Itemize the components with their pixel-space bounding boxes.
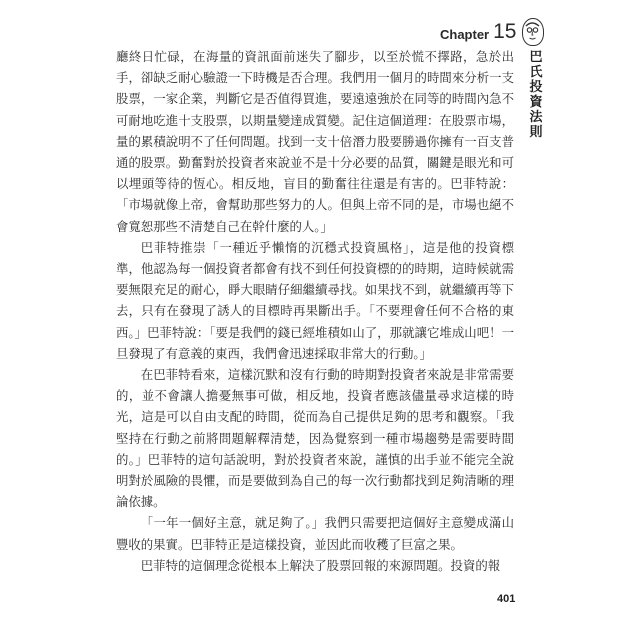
body-text bbox=[116, 46, 514, 576]
paragraph: 「一年一個好主意，就足夠了。」我們只需要把這個好主意變成滿山豐收的果實。巴菲特正是這樣投資，並因此而收穫了巨富之果。 bbox=[116, 515, 514, 552]
paragraph: 廳終日忙碌，在海量的資訊面前迷失了腳步，以至於慌不擇路，急於出手，卻缺乏耐心驗證一下時機是否合理。我們用一個月的時間來分析一支股票，一家企業，判斷它是否值得買進，要遠遠強於在同等的時間內急不可耐地吃進十支股票，以期量變達成質變。記住這個道理：在股票市場，量的累積說明不了任何問題。找到一支十倍潛力股要勝過你擁有一百支普通的股票。勤奮對於投資者來說並不是十分必要的品質，關鍵是眼光和可以埋頭等待的恆心。相反地，盲目的勤奮往往還是有害的。巴菲特說：「市場就像上帝，會幫助那些努力的人。但與上帝不同的是，市場也絕不會寬恕那些不清楚自己在幹什麼的人。」 bbox=[116, 49, 514, 234]
author-portrait-icon bbox=[522, 18, 544, 46]
paragraph: 在巴菲特看來，這樣沉默和沒有行動的時期對投資者來說是非常需要的，並不會讓人擔憂無事可做，相反地，投資者應該儘量尋求這樣的時光，這是可以自由支配的時間，從而為自己提供足夠的思考和觀察。「我堅持在行動之前將問題解釋清楚，因為覺察到一種市場趨勢是需要時間的。」巴菲特的這句話說明，對於投資者來說，謹慎的出手並不能完全說明對於風險的畏懼，而是要做到為自己的每一次行動都找到足夠清晰的理論依據。 bbox=[116, 367, 514, 510]
paragraph: 巴菲特的這個理念從根本上解決了股票回報的來源問題。投資的報 bbox=[140, 557, 501, 573]
chapter-number: 15 bbox=[493, 20, 517, 43]
section-side-title: 巴氏投資法則 bbox=[529, 50, 543, 140]
page-number: 401 bbox=[497, 593, 516, 605]
paragraph: 巴菲特推崇「一種近乎懶惰的沉穩式投資風格」，這是他的投資標準，他認為每一個投資者都會有找不到任何投資標的的時期，這時候就需要無限充足的耐心，睜大眼睛仔細繼續尋找。如果找不到，就繼續再等下去，只有在發現了誘人的目標時再果斷出手。「不要理會任何不合格的東西。」巴菲特說：「要是我們的錢已經堆積如山了，那就讓它堆成山吧！一旦發現了有意義的東西，我們會迅速採取非常大的行動。」 bbox=[116, 239, 514, 361]
chapter-header bbox=[440, 18, 544, 46]
chapter-label: Chapter bbox=[440, 26, 490, 42]
